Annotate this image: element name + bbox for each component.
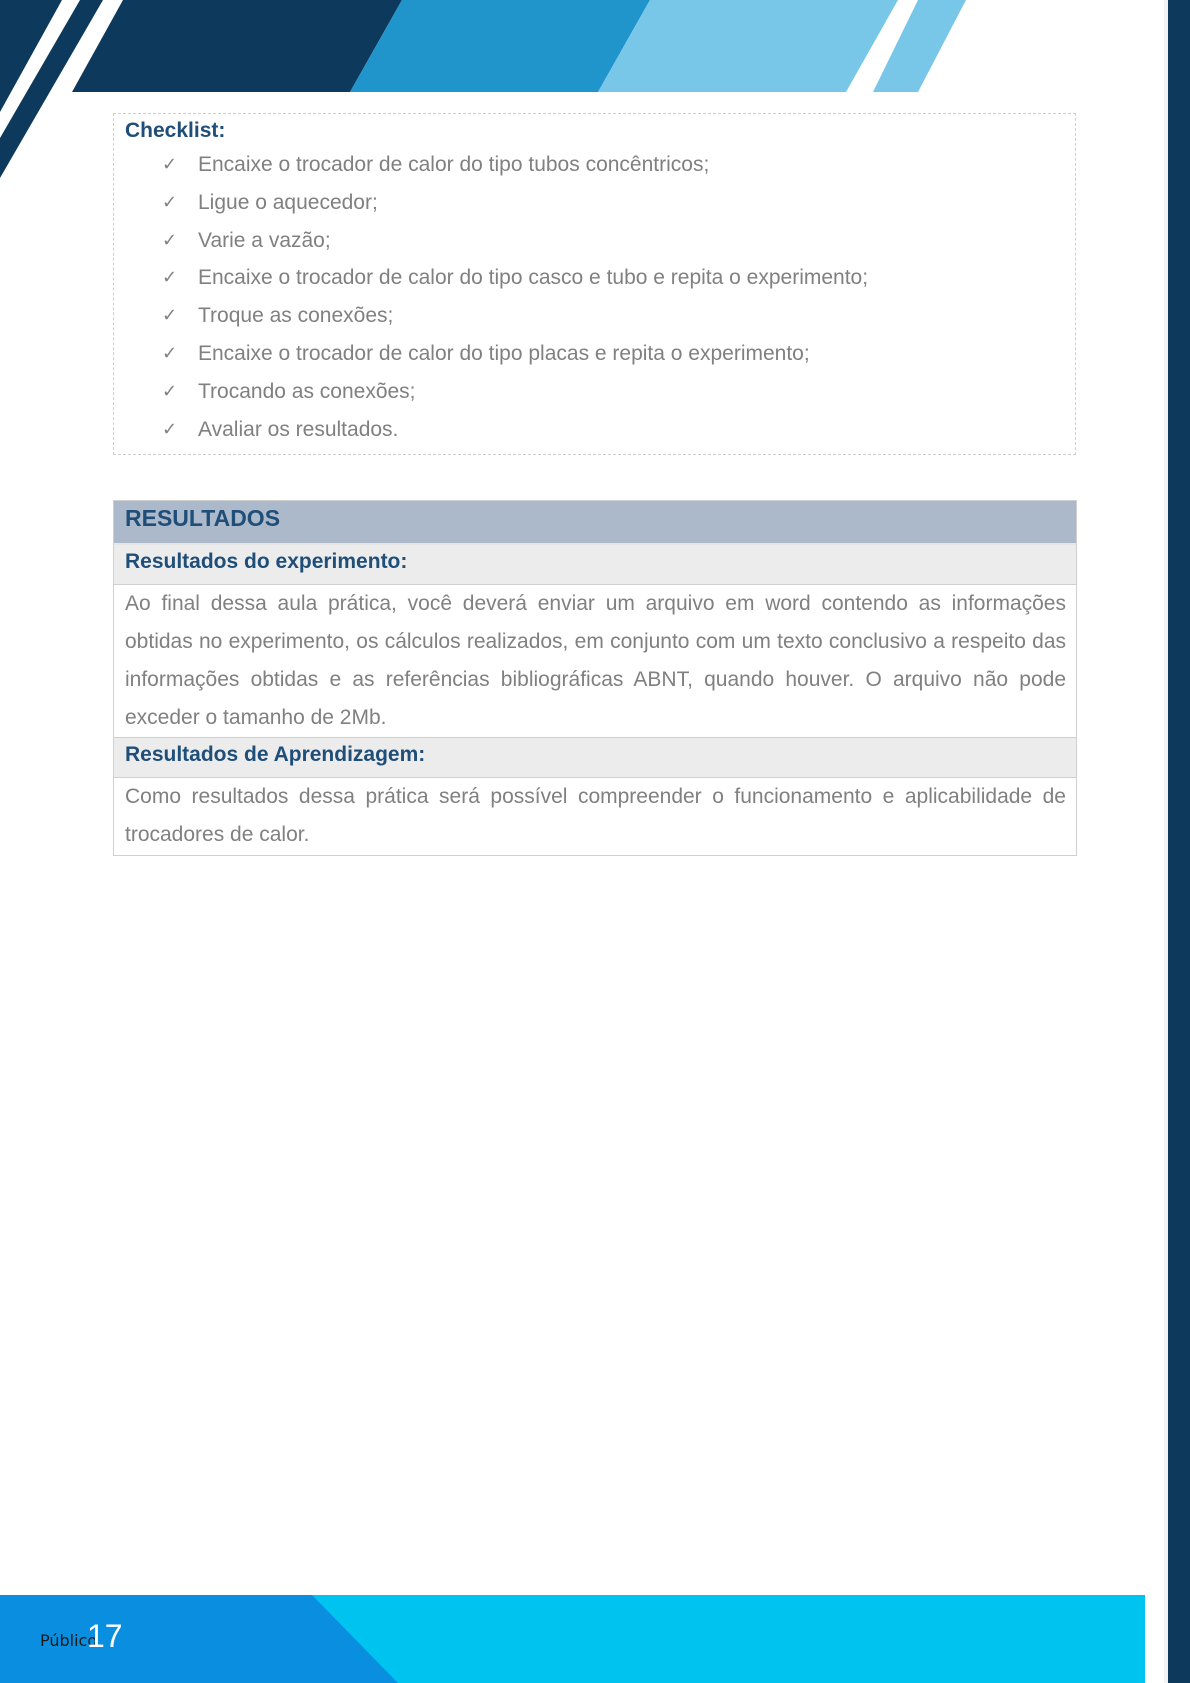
check-icon: ✓ <box>162 191 178 213</box>
check-icon: ✓ <box>162 380 178 402</box>
checklist-item-text: Encaixe o trocador de calor do tipo tubos concêntricos; <box>198 153 710 176</box>
experiment-results-title: Resultados do experimento: <box>114 545 1076 585</box>
checklist-title: Checklist: <box>125 119 226 142</box>
checklist-box <box>113 113 1076 455</box>
checklist-item-text: Avaliar os resultados. <box>198 417 399 441</box>
check-icon: ✓ <box>162 305 178 327</box>
checklist-item-text: Varie a vazão; <box>198 228 331 252</box>
checklist-item <box>114 339 868 377</box>
checklist-item <box>114 226 868 264</box>
experiment-results-text: Ao final dessa aula prática, você deverá enviar um arquivo em word contendo as informações obtidas no experimento, os cálculos realizados, em conjunto com um texto conclusivo a respeito das informações obtidas e as referências bibliográficas ABNT, quando houver. O arquivo não pode exceder o tamanho de 2Mb. <box>114 585 1076 738</box>
checklist-item <box>114 263 868 301</box>
checklist-item <box>114 415 868 453</box>
results-heading: RESULTADOS <box>114 501 1076 545</box>
checklist-item <box>114 301 868 339</box>
check-icon: ✓ <box>162 267 178 289</box>
right-side-bar <box>1168 0 1190 1683</box>
check-icon: ✓ <box>162 418 178 440</box>
checklist-item-text: Encaixe o trocador de calor do tipo placas e repita o experimento; <box>198 341 810 365</box>
checklist-item-text: Encaixe o trocador de calor do tipo casco e tubo e repita o experimento; <box>198 266 869 290</box>
footer-classification-label: Público <box>40 1631 98 1650</box>
checklist-item-text: Trocando as conexões; <box>198 379 416 403</box>
check-icon: ✓ <box>162 229 178 251</box>
page-number: 17 <box>87 1618 123 1654</box>
check-icon: ✓ <box>162 154 178 175</box>
learning-results-text: Como resultados dessa prática será possível compreender o funcionamento e aplicabilidade de trocadores de calor. <box>125 785 1066 846</box>
results-table <box>113 500 1077 856</box>
checklist-list <box>114 150 868 452</box>
learning-results-title: Resultados de Aprendizagem: <box>114 738 1076 778</box>
footer-banner <box>0 1595 1145 1683</box>
check-icon: ✓ <box>162 342 178 364</box>
checklist-item-text: Ligue o aquecedor; <box>198 190 378 214</box>
checklist-item <box>114 377 868 415</box>
checklist-item-text: Troque as conexões; <box>198 304 394 328</box>
checklist-item <box>114 150 868 188</box>
checklist-item <box>114 188 868 226</box>
